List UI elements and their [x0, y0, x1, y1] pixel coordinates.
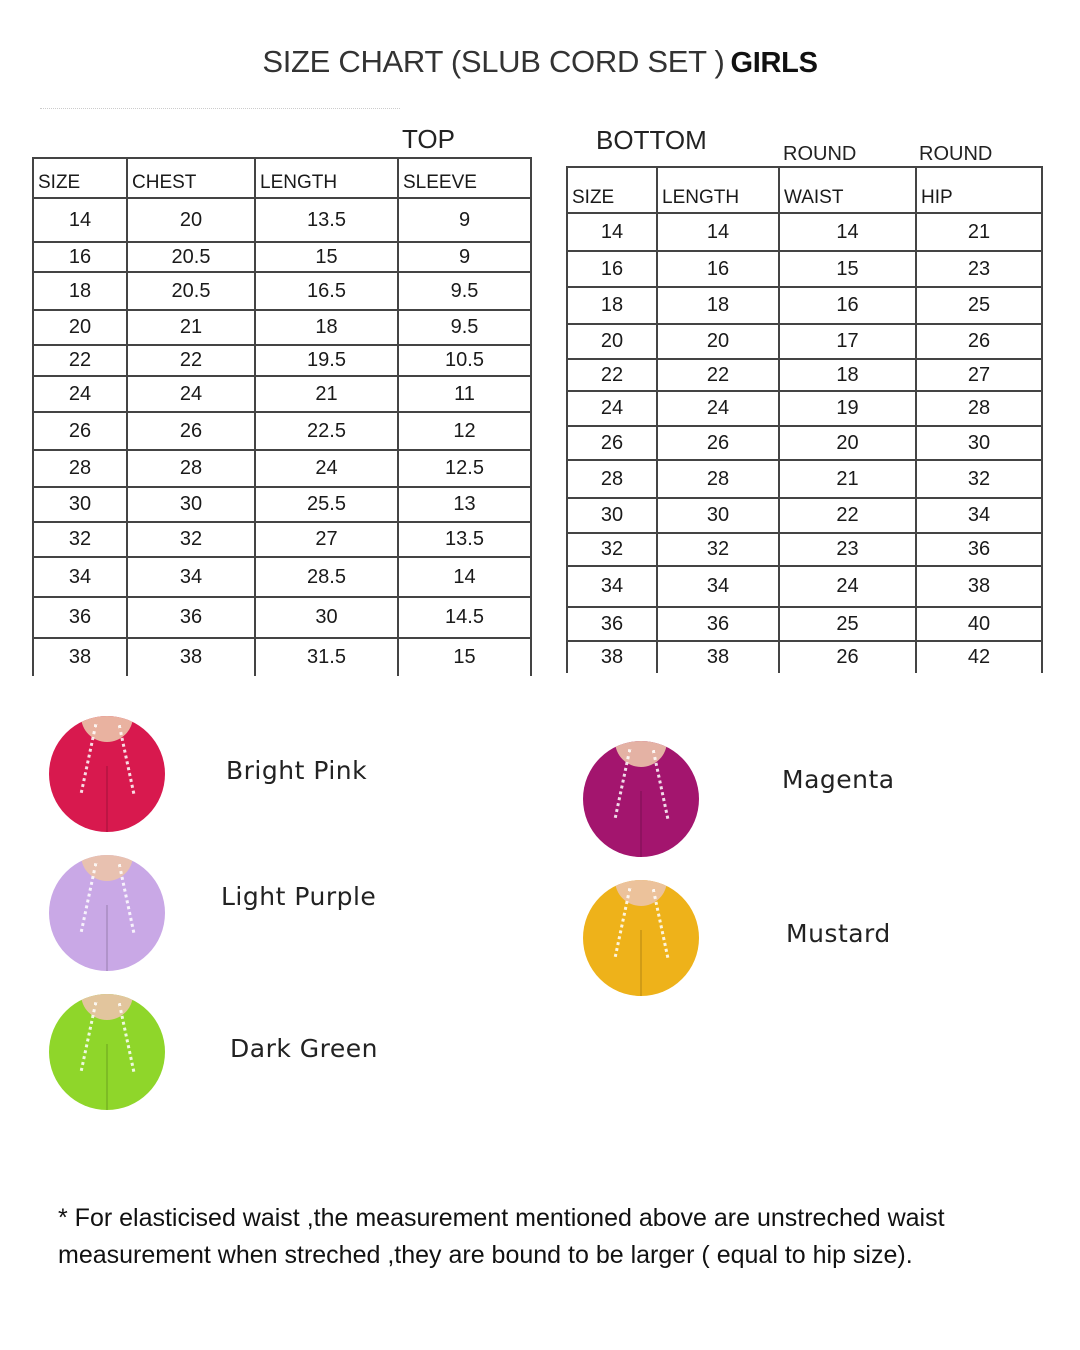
table-cell: 18 [255, 310, 398, 345]
table-cell: 11 [398, 376, 531, 412]
table-row [567, 607, 1042, 641]
table-cell: 21 [127, 310, 255, 345]
table-cell: 22 [33, 345, 127, 376]
table-cell: 14.5 [398, 597, 531, 638]
table-cell: 36 [916, 533, 1042, 566]
table-cell: 13.5 [255, 198, 398, 242]
top-table-label: TOP [402, 124, 455, 154]
table-cell: 28 [916, 391, 1042, 426]
column-header: LENGTH [657, 167, 779, 213]
mustard-label: Mustard [786, 919, 891, 948]
column-header: CHEST [127, 158, 255, 198]
table-cell: 16 [657, 251, 779, 287]
table-cell: 26 [916, 324, 1042, 359]
table-cell: 20.5 [127, 242, 255, 272]
table-cell: 14 [779, 213, 916, 251]
table-cell: 16 [567, 251, 657, 287]
table-cell: 31.5 [255, 638, 398, 676]
table-cell: 25 [916, 287, 1042, 324]
page-title [0, 44, 1080, 80]
table-row [33, 522, 531, 557]
table-cell: 9 [398, 242, 531, 272]
table-cell: 38 [33, 638, 127, 676]
table-cell: 28 [567, 460, 657, 498]
table-cell: 16 [779, 287, 916, 324]
table-cell: 14 [567, 213, 657, 251]
table-cell: 28 [657, 460, 779, 498]
table-cell: 22 [127, 345, 255, 376]
table-cell: 22 [779, 498, 916, 533]
bottom-size-table [566, 166, 1043, 673]
table-cell: 21 [916, 213, 1042, 251]
table-cell: 34 [127, 557, 255, 597]
table-row [33, 638, 531, 676]
table-row [567, 359, 1042, 391]
table-cell: 22 [657, 359, 779, 391]
table-cell: 38 [127, 638, 255, 676]
bright-pink-label: Bright Pink [226, 756, 368, 785]
table-cell: 34 [916, 498, 1042, 533]
table-cell: 26 [657, 426, 779, 460]
table-cell: 28 [33, 450, 127, 487]
table-cell: 32 [567, 533, 657, 566]
table-row [33, 597, 531, 638]
table-cell: 34 [33, 557, 127, 597]
table-cell: 25 [779, 607, 916, 641]
table-row [567, 533, 1042, 566]
table-cell: 18 [33, 272, 127, 310]
table-cell: 38 [657, 641, 779, 673]
table-row [33, 450, 531, 487]
table-cell: 34 [657, 566, 779, 607]
table-cell: 9.5 [398, 272, 531, 310]
magenta-label: Magenta [782, 765, 895, 794]
table-cell: 9.5 [398, 310, 531, 345]
table-cell: 38 [567, 641, 657, 673]
table-cell: 9 [398, 198, 531, 242]
table-cell: 13.5 [398, 522, 531, 557]
table-cell: 15 [779, 251, 916, 287]
table-cell: 24 [779, 566, 916, 607]
magenta-swatch [583, 741, 699, 857]
table-row [33, 345, 531, 376]
table-cell: 24 [33, 376, 127, 412]
table-cell: 28.5 [255, 557, 398, 597]
table-cell: 20 [779, 426, 916, 460]
table-row [33, 242, 531, 272]
column-header: SIZE [33, 158, 127, 198]
table-cell: 16 [33, 242, 127, 272]
bottom-table-label: BOTTOM [596, 125, 707, 155]
column-header: WAIST [779, 167, 916, 213]
table-row [33, 557, 531, 597]
title-girls: GIRLS [730, 47, 818, 79]
table-cell: 20 [127, 198, 255, 242]
table-cell: 26 [127, 412, 255, 450]
table-row [567, 324, 1042, 359]
table-cell: 30 [657, 498, 779, 533]
light-purple-label: Light Purple [221, 882, 377, 911]
table-cell: 22 [567, 359, 657, 391]
table-cell: 18 [567, 287, 657, 324]
table-cell: 28 [127, 450, 255, 487]
footnote: * For elasticised waist ,the measurement mentioned above are unstreched waist measurement when streched ,they are bound to be larger ( equal to hip size). [58, 1204, 945, 1269]
table-row [567, 391, 1042, 426]
table-cell: 32 [657, 533, 779, 566]
title-main: SIZE CHART (SLUB CORD SET ) [262, 44, 725, 79]
table-row [567, 566, 1042, 607]
light-purple-swatch [49, 855, 165, 971]
table-cell: 21 [779, 460, 916, 498]
table-cell: 27 [916, 359, 1042, 391]
table-cell: 13 [398, 487, 531, 522]
column-header: LENGTH [255, 158, 398, 198]
column-header: SIZE [567, 167, 657, 213]
table-cell: 40 [916, 607, 1042, 641]
table-cell: 24 [567, 391, 657, 426]
table-cell: 20 [567, 324, 657, 359]
table-row [567, 287, 1042, 324]
table-cell: 23 [916, 251, 1042, 287]
table-cell: 20 [657, 324, 779, 359]
table-cell: 36 [567, 607, 657, 641]
bright-pink-swatch [49, 716, 165, 832]
table-row [567, 498, 1042, 533]
table-cell: 14 [33, 198, 127, 242]
table-cell: 36 [127, 597, 255, 638]
table-cell: 20.5 [127, 272, 255, 310]
table-cell: 17 [779, 324, 916, 359]
table-cell: 12 [398, 412, 531, 450]
table-row [33, 272, 531, 310]
dark-green-swatch [49, 994, 165, 1110]
table-cell: 27 [255, 522, 398, 557]
table-cell: 42 [916, 641, 1042, 673]
table-cell: 14 [398, 557, 531, 597]
table-cell: 22.5 [255, 412, 398, 450]
table-cell: 18 [779, 359, 916, 391]
table-cell: 19.5 [255, 345, 398, 376]
table-cell: 26 [33, 412, 127, 450]
column-header: HIP [916, 167, 1042, 213]
table-cell: 18 [657, 287, 779, 324]
table-row [567, 213, 1042, 251]
table-cell: 24 [657, 391, 779, 426]
table-cell: 26 [779, 641, 916, 673]
table-cell: 32 [127, 522, 255, 557]
top-size-table [32, 157, 532, 676]
table-cell: 30 [567, 498, 657, 533]
table-cell: 32 [916, 460, 1042, 498]
table-cell: 30 [916, 426, 1042, 460]
waist-round-label: ROUND [783, 143, 857, 165]
mustard-swatch [583, 880, 699, 996]
table-cell: 15 [255, 242, 398, 272]
table-cell: 30 [33, 487, 127, 522]
table-cell: 38 [916, 566, 1042, 607]
table-cell: 30 [127, 487, 255, 522]
table-row [567, 641, 1042, 673]
table-cell: 20 [33, 310, 127, 345]
table-cell: 16.5 [255, 272, 398, 310]
table-row [567, 251, 1042, 287]
table-cell: 34 [567, 566, 657, 607]
table-row [567, 460, 1042, 498]
table-cell: 19 [779, 391, 916, 426]
table-cell: 14 [657, 213, 779, 251]
table-cell: 30 [255, 597, 398, 638]
table-row [33, 310, 531, 345]
table-row [567, 426, 1042, 460]
table-row [33, 376, 531, 412]
table-cell: 24 [127, 376, 255, 412]
table-cell: 12.5 [398, 450, 531, 487]
table-cell: 15 [398, 638, 531, 676]
table-cell: 25.5 [255, 487, 398, 522]
table-cell: 32 [33, 522, 127, 557]
table-cell: 10.5 [398, 345, 531, 376]
table-cell: 36 [33, 597, 127, 638]
hip-round-label: ROUND [919, 143, 993, 165]
divider [40, 108, 400, 109]
dark-green-label: Dark Green [230, 1034, 378, 1063]
table-cell: 36 [657, 607, 779, 641]
table-cell: 24 [255, 450, 398, 487]
table-cell: 23 [779, 533, 916, 566]
table-row [33, 412, 531, 450]
table-cell: 21 [255, 376, 398, 412]
table-row [33, 198, 531, 242]
table-cell: 26 [567, 426, 657, 460]
column-header: SLEEVE [398, 158, 531, 198]
table-row [33, 487, 531, 522]
